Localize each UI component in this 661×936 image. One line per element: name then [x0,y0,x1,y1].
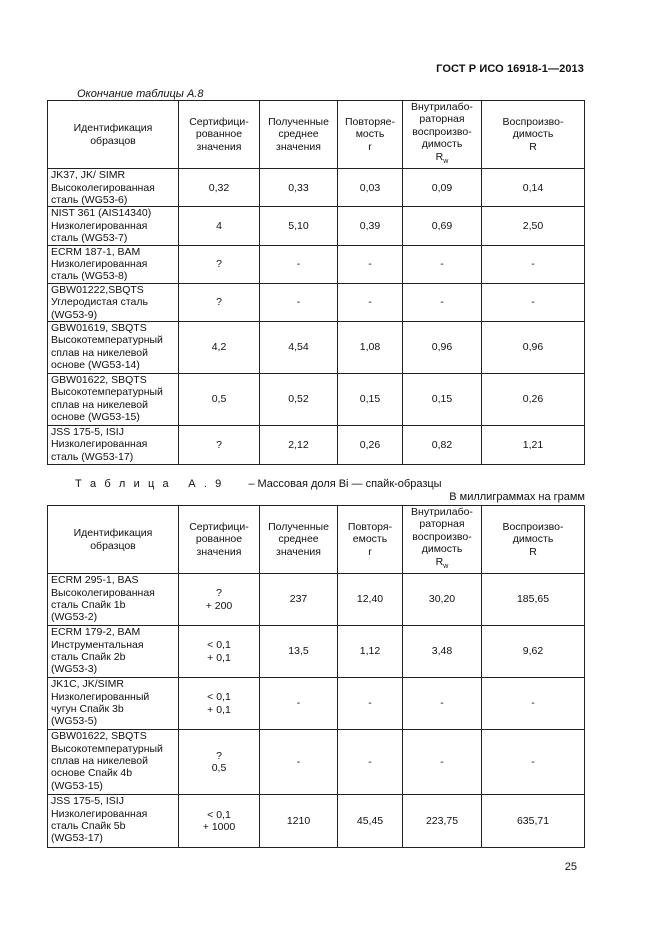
value-cell: 0,15 [403,374,482,426]
sample-id-cell: ECRM 295-1, BAS Высоколегированная сталь Спайк 1b (WG53-2) [48,574,179,626]
value-cell: - [403,678,482,730]
value-cell: 0,82 [403,426,482,465]
sample-id-cell: GBW01622, SBQTS Высокотемпературный сплав на никелевой основе (WG53-15) [48,374,179,426]
value-cell: 0,26 [482,374,585,426]
value-cell: - [403,730,482,795]
value-cell: 1,12 [338,626,403,678]
column-header: Полученные среднее значения [260,506,338,574]
sample-id-cell: JK37, JK/ SIMR Высоколегированная сталь (WG53-6) [48,169,179,207]
value-cell: - [482,245,585,283]
sample-id-cell: ECRM 187-1, BAM Низколегированная сталь (WG53-8) [48,245,179,283]
value-cell: 0,15 [338,374,403,426]
value-cell: - [260,245,338,283]
value-cell: 30,20 [403,574,482,626]
sample-id-cell: NIST 361 (AIS14340) Низколегированная сталь (WG53-7) [48,207,179,245]
value-cell: ? [179,283,260,321]
table-a8-caption: Окончание таблицы А.8 [77,88,204,100]
value-cell: 0,14 [482,169,585,207]
value-cell: < 0,1 + 1000 [179,795,260,848]
value-cell: - [482,730,585,795]
value-cell: 0,52 [260,374,338,426]
sample-id-cell: JSS 175-5, ISIJ Низколегированная сталь Спайк 5b (WG53-17) [48,795,179,848]
subscript-w: w [443,562,449,570]
document-title: ГОСТ Р ИСО 16918-1—2013 [436,63,584,75]
value-cell: - [338,283,403,321]
table-a9-caption-text: – Массовая доля Bi — спайк-образцы [248,478,442,490]
value-cell: 185,65 [482,574,585,626]
value-cell: - [338,730,403,795]
value-cell: 13,5 [260,626,338,678]
value-cell: - [482,678,585,730]
value-cell: - [260,283,338,321]
table-row [48,574,585,626]
table-row [48,426,585,465]
value-cell: 5,10 [260,207,338,245]
sample-id-cell: JK1C, JK/SIMR Низколегированный чугун Спайк 3b (WG53-5) [48,678,179,730]
table-row [48,678,585,730]
value-cell: 0,33 [260,169,338,207]
value-cell: 4,54 [260,322,338,374]
value-cell: 0,09 [403,169,482,207]
table-row [48,245,585,283]
column-header: Идентификация образцов [48,101,179,169]
value-cell: 12,40 [338,574,403,626]
sample-id-cell: GBW01222,SBQTS Углеродистая сталь (WG53-9) [48,283,179,321]
table-row [48,322,585,374]
value-cell: 0,32 [179,169,260,207]
value-cell: ? + 200 [179,574,260,626]
subscript-w: w [443,157,449,165]
table-row [48,795,585,848]
value-cell: 0,39 [338,207,403,245]
value-cell: 0,69 [403,207,482,245]
column-header: Идентификация образцов [48,506,179,574]
value-cell: 3,48 [403,626,482,678]
page-number: 25 [564,861,577,873]
column-header: Сертифици- рованное значения [179,101,260,169]
value-cell: 1,08 [338,322,403,374]
column-header: Внутрилабо- раторная воспроизво- димость $R_w$ [403,101,482,169]
value-cell: 635,71 [482,795,585,848]
sample-id-cell: GBW01619, SBQTS Высокотемпературный сплав на никелевой основе (WG53-14) [48,322,179,374]
value-cell: - [260,730,338,795]
table-row [48,283,585,321]
value-cell: 0,03 [338,169,403,207]
table-a9-units: В миллиграммах на грамм [449,491,585,503]
sample-id-cell: JSS 175-5, ISIJ Низколегированная сталь (WG53-17) [48,426,179,465]
table-a9-caption [75,478,442,490]
table-row [48,626,585,678]
column-header: Полученные среднее значения [260,101,338,169]
value-cell: 2,12 [260,426,338,465]
value-cell: 1210 [260,795,338,848]
column-header: Сертифици- рованное значения [179,506,260,574]
table-row [48,207,585,245]
table-a8 [47,100,585,465]
value-cell: ? 0,5 [179,730,260,795]
value-cell: - [482,283,585,321]
value-cell: 223,75 [403,795,482,848]
table-a9-caption-label: Т а б л и ц а А . 9 [75,478,224,490]
column-header: Воспроизво- димость R [482,506,585,574]
value-cell: 0,96 [482,322,585,374]
value-cell: 4 [179,207,260,245]
table-header-row [48,101,585,169]
value-cell: ? [179,426,260,465]
value-cell: - [403,245,482,283]
value-cell: 45,45 [338,795,403,848]
value-cell: - [260,678,338,730]
sample-id-cell: GBW01622, SBQTS Высокотемпературный сплав на никелевой основе Спайк 4b (WG53-15) [48,730,179,795]
sample-id-cell: ECRM 179-2, BAM Инструментальная сталь Спайк 2b (WG53-3) [48,626,179,678]
value-cell: < 0,1 + 0,1 [179,626,260,678]
column-header: Воспроизво- димость R [482,101,585,169]
value-cell: 2,50 [482,207,585,245]
value-cell: 9,62 [482,626,585,678]
table-row [48,374,585,426]
table-row [48,730,585,795]
value-cell: ? [179,245,260,283]
value-cell: 0,96 [403,322,482,374]
value-cell: - [338,245,403,283]
value-cell: 1,21 [482,426,585,465]
value-cell: 4,2 [179,322,260,374]
table-row [48,169,585,207]
value-cell: 0,5 [179,374,260,426]
table-header-row [48,506,585,574]
column-header: Повторяе- мость r [338,101,403,169]
column-header: Повторя- емость r [338,506,403,574]
value-cell: < 0,1 + 0,1 [179,678,260,730]
table-a9 [47,505,585,848]
value-cell: 237 [260,574,338,626]
value-cell: 0,26 [338,426,403,465]
column-header: Внутрилабо- раторная воспроизво- димость $R_w$ [403,506,482,574]
value-cell: - [338,678,403,730]
value-cell: - [403,283,482,321]
